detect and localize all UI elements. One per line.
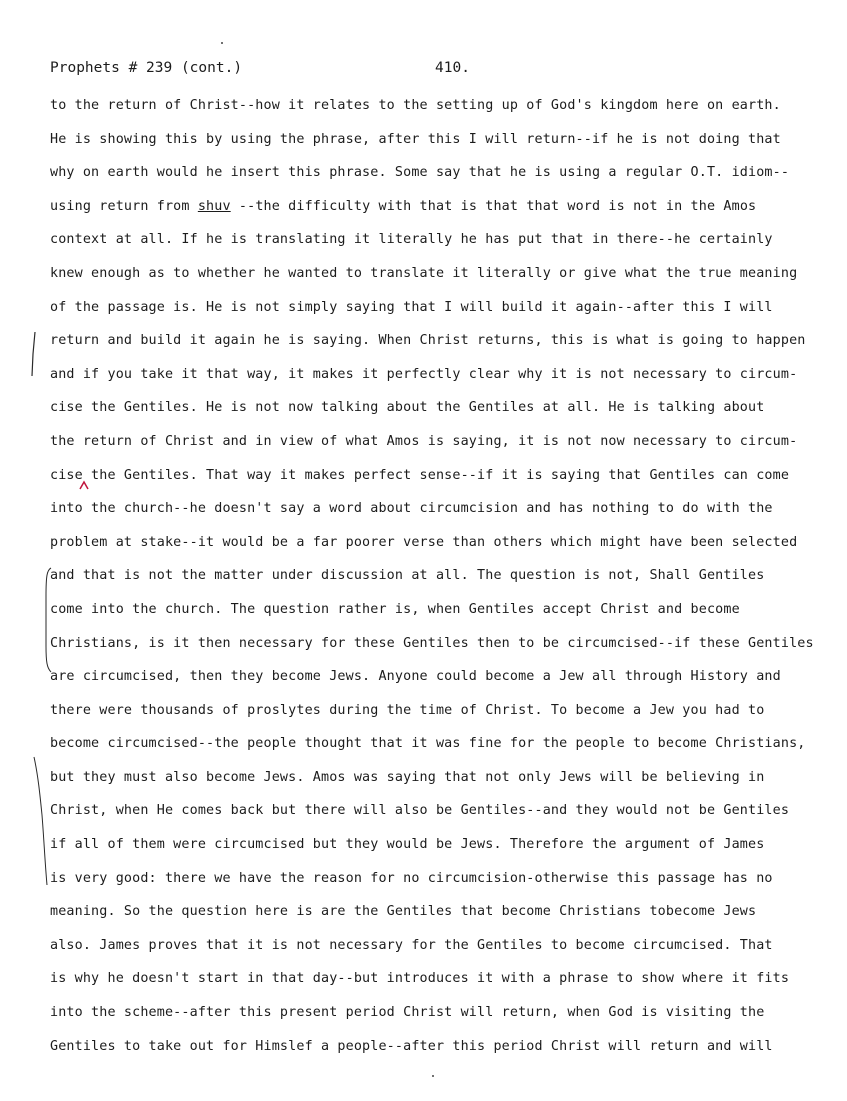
red-caret-mark xyxy=(79,480,89,490)
text-line: come into the church. The question rather is, when Gentiles accept Christ and become xyxy=(50,601,740,617)
bottom-speck xyxy=(432,1075,434,1077)
page-header xyxy=(50,60,810,82)
text-line: are circumcised, then they become Jews. Anyone could become a Jew all through History and xyxy=(50,669,781,685)
margin-line-mark-upper xyxy=(28,330,40,380)
top-speck xyxy=(221,42,223,44)
text-line: is why he doesn't start in that day--but introduces it with a phrase to show where it fits xyxy=(50,971,790,987)
text-line: Christ, when He comes back but there will also be Gentiles--and they would not be Gentiles xyxy=(50,803,790,819)
text-line: also. James proves that it is not necessary for the Gentiles to become circumcised. That xyxy=(50,937,773,953)
header-title: Prophets # 239 (cont.) xyxy=(50,60,243,76)
text-line: the return of Christ and in view of what Amos is saying, it is not now necessary to circum- xyxy=(50,433,798,449)
text-line: He is showing this by using the phrase, after this I will return--if he is not doing that xyxy=(50,131,781,147)
margin-bracket-mark-middle xyxy=(40,566,54,676)
text-line: meaning. So the question here is are the Gentiles that become Christians tobecome Jews xyxy=(50,904,757,920)
text-line xyxy=(50,195,840,229)
text-line-end: --the difficulty with that is that that word is not in the Amos xyxy=(230,198,757,214)
text-line: cise the Gentiles. That way it makes perfect sense--if it is saying that Gentiles can come xyxy=(50,467,790,483)
margin-bracket-mark-lower xyxy=(30,755,50,890)
text-line: but they must also become Jews. Amos was saying that not only Jews will be believing in xyxy=(50,769,765,785)
text-line: context at all. If he is translating it literally he has put that in there--he certainly xyxy=(50,232,773,248)
text-line: return and build it again he is saying. When Christ returns, this is what is going to happen xyxy=(50,333,806,349)
text-line: Gentiles to take out for Himslef a people--after this period Christ will return and will xyxy=(50,1038,773,1054)
text-line: and if you take it that way, it makes it perfectly clear why it is not necessary to circum- xyxy=(50,366,798,382)
text-line: knew enough as to whether he wanted to translate it literally or give what the true meaning xyxy=(50,265,798,281)
text-line: to the return of Christ--how it relates to the setting up of God's kingdom here on earth. xyxy=(50,98,781,113)
text-line: into the church--he doesn't say a word about circumcision and has nothing to do with the xyxy=(50,501,773,517)
text-line: of the passage is. He is not simply saying that I will build it again--after this I will xyxy=(50,299,773,315)
text-line: into the scheme--after this present period Christ will return, when God is visiting the xyxy=(50,1005,765,1021)
text-line: if all of them were circumcised but they would be Jews. Therefore the argument of James xyxy=(50,837,765,853)
text-line: why on earth would he insert this phrase. Some say that he is using a regular O.T. idiom-- xyxy=(50,165,790,181)
body-text xyxy=(50,94,840,1068)
text-line: and that is not the matter under discussion at all. The question is not, Shall Gentiles xyxy=(50,568,765,584)
text-line-start: using return from xyxy=(50,198,198,214)
text-line: cise the Gentiles. He is not now talking about the Gentiles at all. He is talking about xyxy=(50,400,765,416)
text-line: is very good: there we have the reason for no circumcision-otherwise this passage has no xyxy=(50,870,773,886)
underlined-word: shuv xyxy=(197,198,231,214)
text-line: become circumcised--the people thought that it was fine for the people to become Christians, xyxy=(50,736,806,752)
text-line: problem at stake--it would be a far poorer verse than others which might have been selected xyxy=(50,534,798,550)
text-line: Christians, is it then necessary for these Gentiles then to be circumcised--if these Gentiles xyxy=(50,635,814,651)
page-number: 410. xyxy=(435,60,470,76)
text-line: there were thousands of proslytes during the time of Christ. To become a Jew you had to xyxy=(50,702,765,718)
